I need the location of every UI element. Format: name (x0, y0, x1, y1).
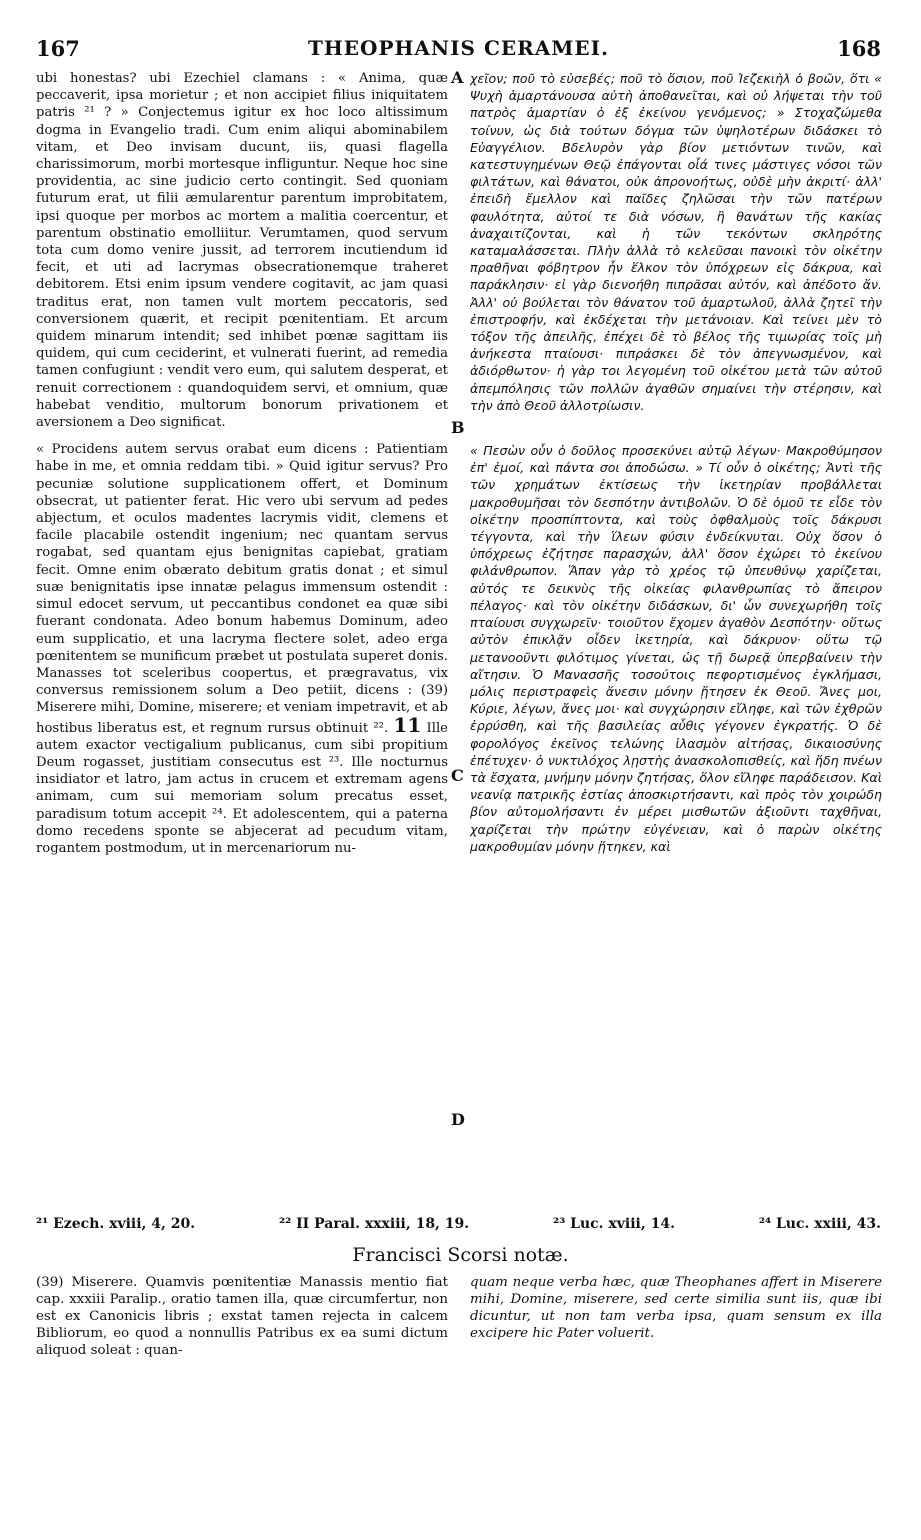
scripture-references (36, 1216, 881, 1236)
latin-paragraph-2-cont: Ille autem exactor vectigalium publicanus, cum sibi propitium Deum rogasset, justitiam consecutus est ²³. Ille nocturnus insidiator et latro, jam actus in crucem et extremam agens animam, cum sui memoriam solum precatus esset, paradisum totum accepit ²⁴. Et adolescentem, qui a paterna domo recedens sponte se abjecerat ad pecudum vitam, rogantem postmodum, ut in mercenariorum nu- (36, 720, 448, 856)
latin-column (36, 70, 448, 1212)
margin-marker-b: B (451, 418, 465, 437)
latin-paragraph-2 (36, 441, 448, 857)
greek-paragraph-2: « Πεσὼν οὖν ὁ δοῦλος προσεκύνει αὐτῷ λέγων· Μακροθύμησον ἐπ' ἐμοί, καὶ πάντα σοι ἀποδώσω. » Τί οὖν ὁ οἰκέτης; Ἀντὶ τῆς τῶν χρημάτων ἐκτίσεως τὴν ἱκετηρίαν προβάλλεται μακροθυμῆσαι τὸν δεσπότην ἀντιβολῶν. Ὁ δὲ ὁμοῦ τε εἶδε τὸν οἰκέτην προσπίπτοντα, καὶ τοὺς ὀφθαλμοὺς τοῖς δάκρυσι τέγγοντα, καὶ τὴν ἵλεων φύσιν ἐνδείκνυται. Οὐχ ὅσον ὁ ὑπόχρεως ἐζήτησε παρασχών, ἀλλ' ὅσον ἐχώρει τὸ ἐκείνου φιλάνθρωπον. Ἅπαν γὰρ τὸ χρέος τῷ ὑπευθύνῳ χαρίζεται, αὐτός τε δεικνὺς τῆς οἰκείας φιλανθρωπίας τὸ ἄπειρον πέλαγος· καὶ τὸν οἰκέτην διδάσκων, δι' ὧν συνεχωρήθη τοῖς πταίουσι συγχωρεῖν· τοιοῦτον ἔχομεν ἀγαθὸν Δεσπότην· οὕτως αὐτὸν ἐπικλᾷν οἶδεν ἱκετηρία, καὶ δάκρυον· οὕτω τῷ μετανοοῦντι φιλότιμος γίνεται, ὡς τῇ δωρεᾷ ὑπερβαίνειν τὴν αἴτησιν. Ὁ Μανασσῆς τοσούτοις πεφορτισμένος ἐγκλήμασι, μόλις περιστραφεὶς ἄνεσιν μόνην ᾔτησεν ἐκ Θεοῦ. Ἄνες μοι, Κύριε, λέγων, ἄνες μοι· καὶ συγχώρησιν εἴληφε, καὶ τῶν ἐχθρῶν ἐρρύσθη, καὶ τῆς βασιλείας αὖθις γέγονεν ἐγκρατής. Ὁ δὲ φορολόγος ἐκεῖνος τελώνης ἱλασμὸν αἰτήσας, δικαιοσύνης ἐπέτυχεν· ὁ νυκτιλόχος λῃστὴς ἀνασκολοπισθείς, καὶ ἤδη πνέων τὰ ἔσχατα, μνήμην μόνην ζητήσας, ὅλον εἴληφε παράδεισον. Καὶ νεανίᾳ πατρικῆς ἑστίας ἀποσκιρτήσαντι, καὶ πρὸς τὸν χοιρώδη βίον αὐτομολήσαντι ἐν μέρει μισθωτῶν ἀξιοῦντι ταχθῆναι, χαρίζεται τὴν πρώτην εὐγένειαν, καὶ ὁ παρὼν οἰκέτης μακροθυμίαν μόνην ᾔτηκεν, καὶ (470, 443, 882, 854)
reference-ezech: ²¹ Ezech. xviii, 4, 20. (36, 1216, 196, 1232)
notes-title: Francisci Scorsi notæ. (352, 1244, 569, 1266)
greek-paragraph-1: χεῖον; ποῦ τὸ εὐσεβές; ποῦ τὸ ὅσιον, ποῦ Ἰεζεκιὴλ ὁ βοῶν, ὅτι « Ψυχὴ ἁμαρτάνουσα αὐτὴ ἀποθανεῖται, καὶ οὐ λήψεται τὴν τοῦ πατρὸς ἁμαρτίαν ὁ ἐξ ἐκείνου γενόμενος; » Στοχαζώμεθα τοίνυν, ὡς διὰ τούτων δόγμα τῶν ὑψηλοτέρων διδάσκει τὸ Εὐαγγέλιον. Βδελυρὸν γὰρ βίον μετιόντων τινῶν, καὶ κατεστυγημένων Θεῷ ἐπάγονται οἷά τινες μάστιγες νόσοι τῶν φιλτάτων, καὶ θάνατοι, οὐκ ἀπρονοήτως, οὐδὲ μὴν ἀκριτί· ἀλλ' ἐπειδὴ ἔμελλον καὶ παῖδες ζηλῶσαι τὴν τῶν πατέρων φαυλότητα, αὐτοί τε διὰ νόσων, ἢ θανάτων τῆς κακίας ἀναχαιτίζονται, καὶ ἡ τῶν τεκόντων σκληρότης καταμαλάσσεται. Πλὴν ἀλλὰ τὸ κελεῦσαι πανοικὶ τὸν οἰκέτην πραθῆναι φόβητρον ἦν ἕλκον τὸν ὑπόχρεων εἰς δάκρυα, καὶ παράκλησιν· εἰ γὰρ διενοήθη πιπρᾶσαι αὐτόν, καὶ ἀπέδοτο ἄν. Ἀλλ' οὐ βούλεται τὸν θάνατον τοῦ ἁμαρτωλοῦ, ἀλλὰ ζητεῖ τὴν ἐπιστροφήν, καὶ ἐκδέχεται τὴν μετάνοιαν. Καὶ τείνει μὲν τὸ τόξον τῆς ἀπειλῆς, ἐπέχει δὲ τὸ βέλος τῆς τιμωρίας τοῖς μὴ ἀνήκεστα πταίουσι· πιπράσκει δὲ τὸν ἀπεγνωσμένον, καὶ ἀδιόρθωτον· ἡ γὰρ τοι λεγομένη τοῦ οἰκέτου μετὰ τῶν αὐτοῦ ἀπεμπόλησις τῶν πολλῶν ἀγαθῶν σημαίνει τὴν στέρησιν, καὶ τὴν ἀπὸ Θεοῦ ἀλλοτρίωσιν. (470, 71, 882, 413)
reference-paral: ²² II Paral. xxxiii, 18, 19. (278, 1216, 470, 1232)
notes-left-column: (39) Miserere. Quamvis pœnitentiæ Manassis mentio fiat cap. xxxiii Paralip., oratio tamen illa, quæ circumfertur, non est ex Canonicis libris ; exstat tamen rejecta in calcem Bibliorum, eo quod a nonnullis Patribus ex ea sumi dictum aliquod soleat : quan- (36, 1275, 448, 1358)
section-number: 11 (393, 712, 422, 737)
notes-right-column: quam neque verba hæc, quæ Theophanes affert in Miserere mihi, Domine, miserere, sed certe similia sunt iis, quæ ibi dicuntur, ut non tam verba ipsa, quam sensum ex illa excipere hic Pater voluerit. (470, 1275, 882, 1341)
page-number-left: 167 (36, 36, 80, 61)
running-title: THEOPHANIS CERAMEI. (308, 36, 609, 60)
page-header (36, 36, 881, 62)
page-number-right: 168 (837, 36, 881, 61)
greek-column (470, 70, 882, 1212)
margin-marker-d: D (451, 1110, 465, 1129)
margin-marker-c: C (451, 766, 464, 785)
latin-paragraph-1: ubi honestas? ubi Ezechiel clamans : « Anima, quæ peccaverit, ipsa morietur ; et non accipiet filius iniquitatem patris ²¹ ? » Conjectemus igitur ex hoc loco altissimum dogma in Evangelio tradi. Cum enim aliqui abominabilem vitam, et Deo invisam ducunt, iis, quasi flagella charissimorum, morbi mortesque infliguntur. Neque hoc sine providentia, ac sine judicio certo contingit. Sed quoniam futurum erat, ut filii æmularentur parentum improbitatem, ipsi quoque per morbos ac mortem a malitia coercentur, et parentum obstinatio emolliitur. Verumtamen, quod servum tota cum domo venire jussit, ad terrorem incutiendum id fecit, et uti ad lacrymas obsecrationemque traheret debitorem. Etsi enim ipsum vendere cogitavit, ac jam quasi traditus erat, non tamen vult mortem peccatoris, sed conversionem quærit, et recipit pœnitentiam. Et arcum quidem minarum intendit; sed inhibet pœnæ sagittam iis quidem, qui cum ceciderint, et vulnerati fuerint, ad remedia tamen confugiunt : vendit vero eum, qui salutem desperat, et renuit correctionem : quandoquidem servi, et omnium, quæ habebat venditio, multorum bonorum privationem et aversionem a Deo significat. (36, 71, 448, 431)
margin-marker-a: A (451, 68, 464, 87)
latin-paragraph-2-text: « Procidens autem servus orabat eum dicens : Patientiam habe in me, et omnia reddam tibi. » Quid igitur servus? Pro pecuniæ solutione supplicationem offert, et Dominum obsecrat, ut patienter ferat. Hic vero ubi servum ad pedes abjectum, et oculos madentes lacrymis vidit, clemens et facile placabile ostendit ingenium; nec quantam servus rogabat, sed quantam ejus benignitas capiebat, gratiam fecit. Omne enim obærato debitum gratis donat ; et simul suæ benignitatis ipse innatæ pelagus immensum ostendit : simul edocet servum, ut peccantibus condonet ea quæ sibi fuerant condonata. Adeo bonum habemus Dominum, adeo eum supplicatio, et una lacryma flectere solet, adeo erga pœnitentem se munificum præbet ut postulata superet donis. Manasses tot sceleribus coopertus, et prægravatus, vix conversus remissionem solum a Deo petiit, dicens : (39) Miserere mihi, Domine, miserere; et veniam impetravit, et ab hostibus liberatus est, et regnum rursus obtinuit ²². (36, 442, 448, 736)
reference-luc-xxiii: ²⁴ Luc. xxiii, 43. (758, 1216, 881, 1232)
reference-luc-xviii: ²³ Luc. xviii, 14. (553, 1216, 675, 1232)
